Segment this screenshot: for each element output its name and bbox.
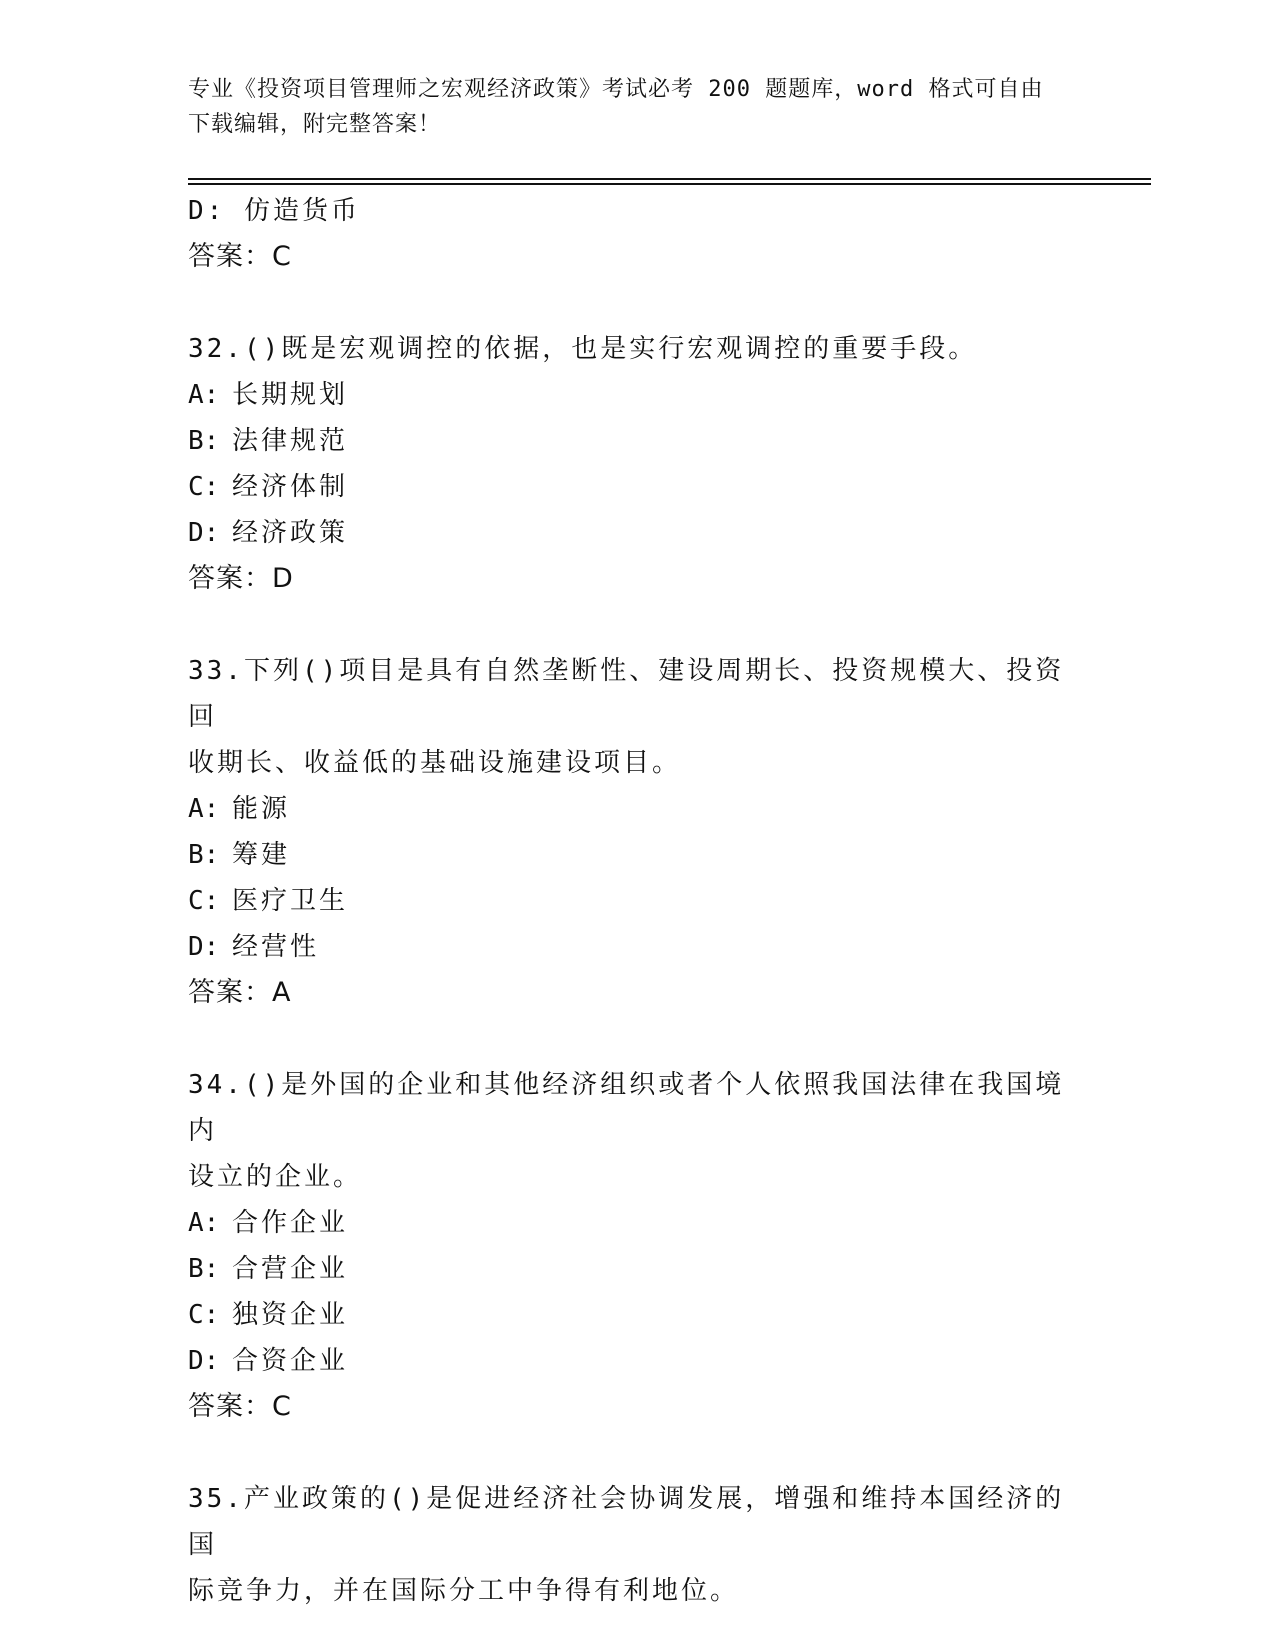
option-text: 医疗卫生 [232, 886, 349, 916]
header-rule-top [188, 178, 1151, 180]
question-34 [188, 1062, 1088, 1430]
option-label: A: [188, 380, 220, 410]
option-text: 经济政策 [232, 518, 349, 548]
question-text: 34.()是外国的企业和其他经济组织或者个人依照我国法律在我国境内 [188, 1070, 1065, 1146]
option-text: 合作企业 [232, 1208, 349, 1238]
option-label: C: [188, 886, 220, 916]
option-label: D: [188, 932, 220, 962]
option-label: A: [188, 1208, 220, 1238]
answer-line: 答案：A [188, 977, 292, 1008]
spacer [188, 1016, 1088, 1062]
option-c [188, 1292, 1088, 1338]
question-list [188, 188, 1088, 1614]
question-text: 33.下列()项目是具有自然垄断性、建设周期长、投资规模大、投资回 [188, 656, 1065, 732]
option-b [188, 832, 1088, 878]
option-text: 合资企业 [232, 1346, 349, 1376]
option-label: D: [188, 1346, 220, 1376]
header-line-2: 下载编辑，附完整答案！ [188, 112, 442, 137]
option-b [188, 1246, 1088, 1292]
question-31-tail [188, 188, 1088, 280]
option-a [188, 786, 1088, 832]
question-text-continued: 收期长、收益低的基础设施建设项目。 [188, 748, 682, 778]
option-text: 筹建 [232, 840, 291, 870]
document-header [188, 72, 1088, 142]
option-label: B: [188, 426, 220, 456]
option-text: 能源 [232, 794, 291, 824]
option-d [188, 924, 1088, 970]
option-text: 经济体制 [232, 472, 349, 502]
option-label: D: [188, 518, 220, 548]
spacer [188, 1430, 1088, 1476]
spacer [188, 602, 1088, 648]
header-rule-bottom [188, 183, 1151, 185]
option-a [188, 1200, 1088, 1246]
question-text: 32.()既是宏观调控的依据，也是实行宏观调控的重要手段。 [188, 334, 978, 364]
answer-line: 答案：C [188, 241, 292, 272]
option-label: B: [188, 840, 220, 870]
question-text: 35.产业政策的()是促进经济社会协调发展，增强和维持本国经济的国 [188, 1484, 1065, 1560]
question-35 [188, 1476, 1088, 1614]
question-text-continued: 际竞争力，并在国际分工中争得有利地位。 [188, 1576, 740, 1606]
question-32 [188, 326, 1088, 602]
question-text-continued: 设立的企业。 [188, 1162, 363, 1192]
option-c [188, 464, 1088, 510]
option-text: 经营性 [232, 932, 320, 962]
option-c [188, 878, 1088, 924]
header-line-1: 专业《投资项目管理师之宏观经济政策》考试必考 200 题题库，word 格式可自由 [188, 77, 1044, 102]
option-label: A: [188, 794, 220, 824]
option-a [188, 372, 1088, 418]
option-text: 长期规划 [232, 380, 349, 410]
option-label: C: [188, 472, 220, 502]
answer-line: 答案：D [188, 563, 294, 594]
answer-line: 答案：C [188, 1391, 292, 1422]
option-text: 独资企业 [232, 1300, 349, 1330]
option-d [188, 1338, 1088, 1384]
option-text: 合营企业 [232, 1254, 349, 1284]
option-text: 法律规范 [232, 426, 349, 456]
option-label: C: [188, 1300, 220, 1330]
option-d [188, 510, 1088, 556]
option-label: B: [188, 1254, 220, 1284]
option-b [188, 418, 1088, 464]
spacer [188, 280, 1088, 326]
option-d: D: 仿造货币 [188, 196, 360, 226]
question-33 [188, 648, 1088, 1016]
